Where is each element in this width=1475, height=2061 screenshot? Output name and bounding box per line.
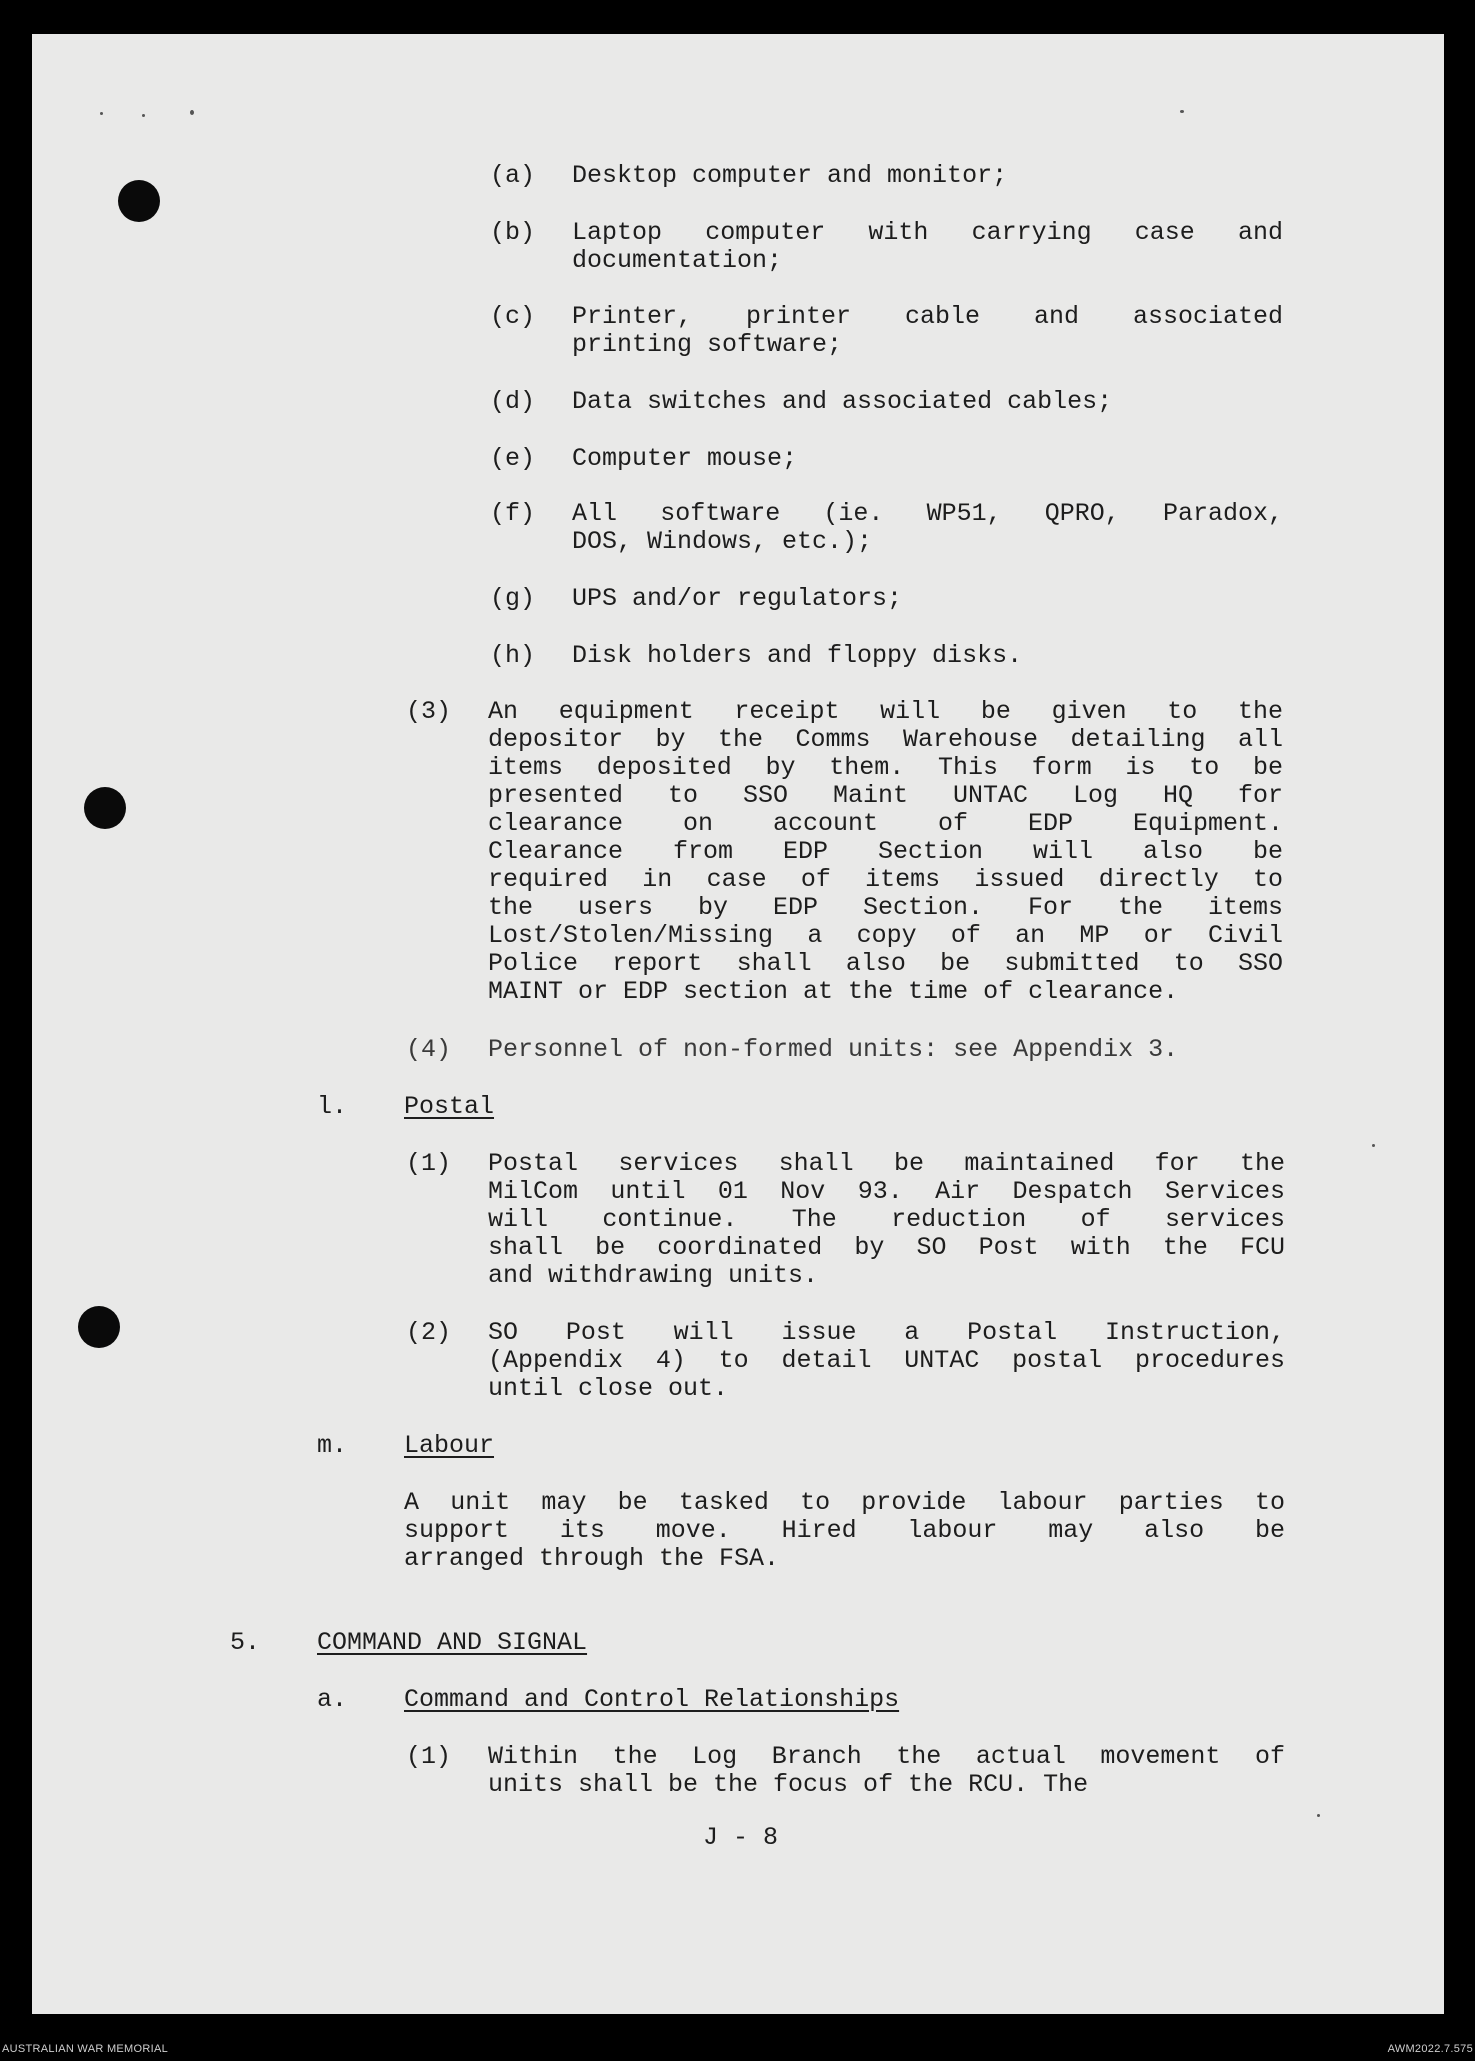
paragraph-4-text: Personnel of non-formed units: see Appendix 3. [488, 1035, 1179, 1064]
section-l-heading: Postal [404, 1092, 495, 1121]
paper-speck [100, 112, 103, 115]
list-item-line: UPS and/or regulators; [572, 584, 903, 613]
paragraph-3-line: the users by EDP Section. For the items [488, 893, 1283, 922]
list-item-label: (e) [490, 444, 536, 473]
paper-speck [1317, 1814, 1320, 1817]
postal-para-1-line: will continue. The reduction of services [488, 1205, 1285, 1234]
paper-speck [1372, 1144, 1375, 1147]
list-item-line: Disk holders and floppy disks. [572, 641, 1023, 670]
section-m-label: m. [317, 1431, 348, 1460]
labour-line: arranged through the FSA. [404, 1544, 780, 1573]
postal-para-2-line: until close out. [488, 1374, 729, 1403]
section-5-label: 5. [230, 1628, 261, 1657]
list-item-line: Desktop computer and monitor; [572, 161, 1008, 190]
labour-line: support its move. Hired labour may also be [404, 1516, 1285, 1545]
list-item-label: (a) [490, 161, 536, 190]
postal-para-1-line: shall be coordinated by SO Post with the FCU [488, 1233, 1285, 1262]
list-item-line: Printer, printer cable and associated [572, 302, 1283, 331]
paragraph-3-line: Clearance from EDP Section will also be [488, 837, 1283, 866]
postal-para-2-label: (2) [406, 1318, 452, 1347]
section-5-heading: COMMAND AND SIGNAL [317, 1628, 588, 1657]
list-item-label: (g) [490, 584, 536, 613]
list-item-label: (b) [490, 218, 536, 247]
paper-speck [190, 110, 194, 115]
section-5a-label: a. [317, 1685, 348, 1714]
list-item-line: Laptop computer with carrying case and [572, 218, 1283, 247]
postal-para-1-line: MilCom until 01 Nov 93. Air Despatch Services [488, 1177, 1285, 1206]
punch-hole [78, 1306, 120, 1348]
document-page [32, 34, 1444, 2014]
paragraph-4-label: (4) [406, 1035, 452, 1064]
list-item-line: All software (ie. WP51, QPRO, Paradox, [572, 499, 1283, 528]
section-m-heading: Labour [404, 1431, 495, 1460]
section-5a-heading: Command and Control Relationships [404, 1685, 900, 1714]
paper-speck [1180, 110, 1184, 113]
list-item-line: documentation; [572, 246, 783, 275]
paragraph-3-line: An equipment receipt will be given to the [488, 697, 1283, 726]
paragraph-3-line: depositor by the Comms Warehouse detailing all [488, 725, 1283, 754]
list-item-label: (h) [490, 641, 536, 670]
command-para-1-label: (1) [406, 1742, 452, 1771]
page-number: J - 8 [703, 1823, 779, 1852]
section-l-label: l. [317, 1092, 348, 1121]
postal-para-1-line: and withdrawing units. [488, 1261, 819, 1290]
paper-speck [142, 114, 145, 117]
paragraph-3-line: Lost/Stolen/Missing a copy of an MP or Civil [488, 921, 1283, 950]
paragraph-3-line: clearance on account of EDP Equipment. [488, 809, 1283, 838]
paragraph-3-line: required in case of items issued directly to [488, 865, 1283, 894]
punch-hole [84, 787, 126, 829]
punch-hole [118, 180, 160, 222]
list-item-line: Data switches and associated cables; [572, 387, 1113, 416]
footer-right: AWM2022.7.575 [1387, 2043, 1473, 2055]
paragraph-3-label: (3) [406, 697, 452, 726]
command-para-1-line: units shall be the focus of the RCU. The [488, 1770, 1089, 1799]
postal-para-1-line: Postal services shall be maintained for the [488, 1149, 1285, 1178]
list-item-line: Computer mouse; [572, 444, 798, 473]
list-item-line: DOS, Windows, etc.); [572, 527, 873, 556]
paragraph-3-line: presented to SSO Maint UNTAC Log HQ for [488, 781, 1283, 810]
command-para-1-line: Within the Log Branch the actual movement of [488, 1742, 1285, 1771]
paragraph-3-line: items deposited by them. This form is to be [488, 753, 1283, 782]
postal-para-2-line: (Appendix 4) to detail UNTAC postal procedures [488, 1346, 1285, 1375]
postal-para-2-line: SO Post will issue a Postal Instruction, [488, 1318, 1285, 1347]
list-item-label: (c) [490, 302, 536, 331]
paragraph-3-line: MAINT or EDP section at the time of clearance. [488, 977, 1179, 1006]
postal-para-1-label: (1) [406, 1149, 452, 1178]
list-item-line: printing software; [572, 330, 843, 359]
list-item-label: (f) [490, 499, 536, 528]
footer-left: AUSTRALIAN WAR MEMORIAL [2, 2043, 169, 2055]
paragraph-3-line: Police report shall also be submitted to SSO [488, 949, 1283, 978]
list-item-label: (d) [490, 387, 536, 416]
labour-line: A unit may be tasked to provide labour parties to [404, 1488, 1285, 1517]
